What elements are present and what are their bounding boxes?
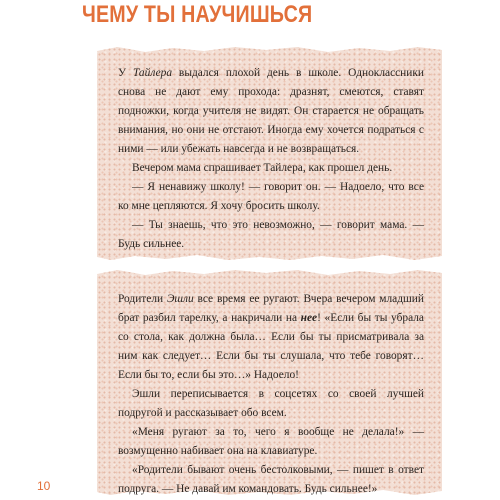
- page-title: ЧЕМУ ТЫ НАУЧИШЬСЯ: [82, 1, 313, 28]
- character-name: Тайлера: [133, 67, 173, 79]
- paragraph: «Родители бывают очень бестолковыми, — пишет в ответ подруга. — Не давай им командовать. Будь сильнее!»: [118, 464, 424, 495]
- story-text-ashley: [118, 290, 424, 499]
- paragraph: Вечером мама спрашивает Тайлера, как прошел день.: [132, 162, 393, 174]
- paragraph: Эшли переписывается в соцсетях со своей лучшей подругой и рассказывает обо всем.: [118, 388, 424, 419]
- paragraph: — Я ненавижу школу! — говорит он. — Надоело, что все ко мне цепляются. Я хочу бросить школу.: [118, 181, 424, 212]
- paragraph: У Тайлера выдался плохой день в школе. Одноклассники снова не дают ему прохода: дразнят, смеются, ставят подножки, когда учителя не видят. Он старается не обращать внимания, но они не отстают. Иногда ему хочется подраться с ними — или убежать навсегда и не возвращаться.: [118, 67, 424, 155]
- paragraph: — Ты знаешь, что это невозможно, — говорит мама. — Будь сильнее.: [118, 219, 424, 250]
- paragraph: Родители Эшли все время ее ругают. Вчера вечером младший брат разбил тарелку, а накричали на нее! «Если бы ты убрала со стола, как должна была… Если бы ты присматривала за ним как следует… Если бы ты слушала, что тебе говорят… Если бы то, если бы это…» Надоело!: [118, 293, 424, 381]
- emphasis: нее: [300, 312, 318, 324]
- character-name: Эшли: [166, 293, 194, 305]
- paragraph: «Меня ругают за то, чего я вообще не делала!» — возмущенно набивает она на клавиатуре.: [118, 426, 424, 457]
- story-text-tyler: [118, 64, 424, 254]
- page-number: 10: [37, 479, 51, 493]
